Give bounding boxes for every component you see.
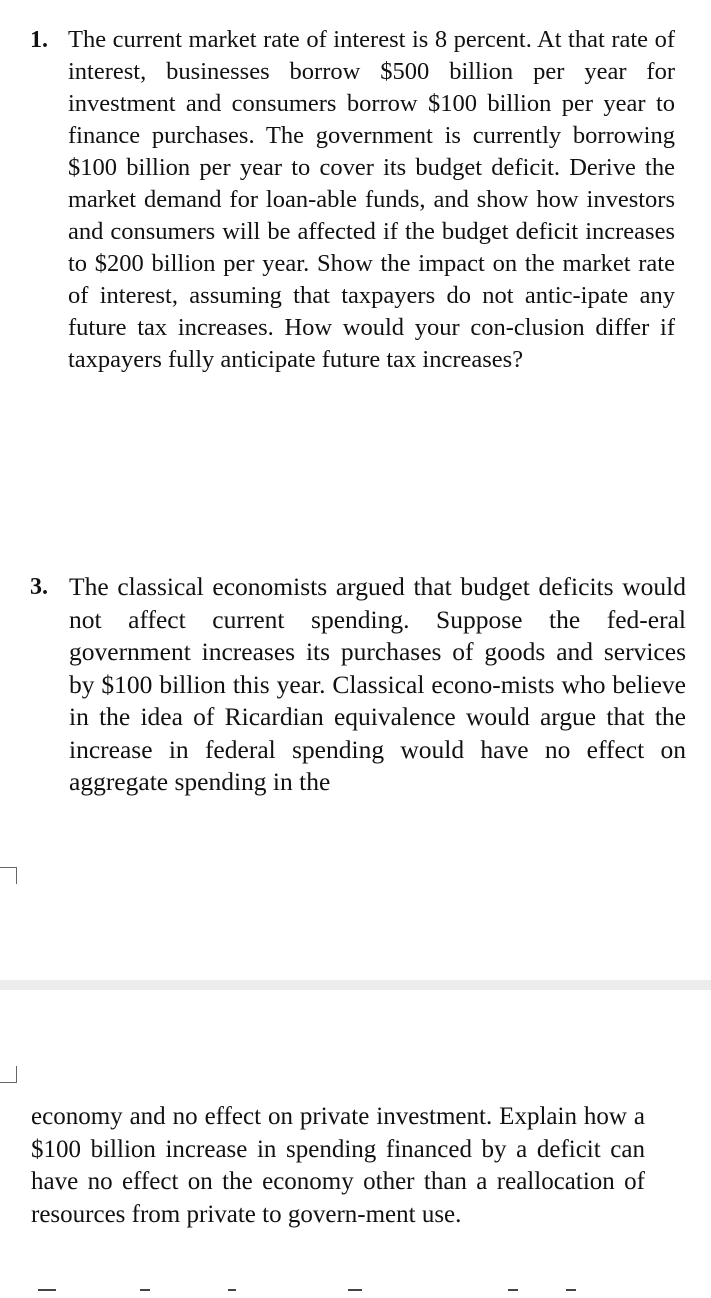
problem-3 bbox=[30, 571, 686, 799]
problem-3-text: The classical economists argued that budget deficits would not affect current spending. Suppose the fed-eral government increases its purchases of goods and services by $100 billion this year. Classical econo-mists who believe in the idea of Ricardian equivalence would argue that the increase in federal spending would have no effect on aggregate spending in the bbox=[69, 572, 686, 796]
cut-off-text-line bbox=[30, 1289, 590, 1291]
problem-1 bbox=[30, 24, 675, 376]
crop-mark-bottom bbox=[0, 1066, 17, 1083]
problem-3-number: 3. bbox=[30, 574, 48, 600]
page-separator bbox=[0, 980, 711, 990]
problem-1-number: 1. bbox=[30, 27, 48, 53]
crop-mark-top bbox=[0, 867, 17, 884]
problem-3-continued-text: economy and no effect on private investment. Explain how a $100 billion increase in spending financed by a deficit can have no effect on the economy other than a reallocation of resources from private to govern-ment use. bbox=[31, 1103, 645, 1228]
problem-1-text: The current market rate of interest is 8 percent. At that rate of interest, businesses borrow $500 billion per year for investment and consumers borrow $100 billion per year to finance purchases. The government is currently borrowing $100 billion per year to cover its budget deficit. Derive the market demand for loan-able funds, and show how investors and consumers will be affected if the budget deficit increases to $200 billion per year. Show the impact on the market rate of interest, assuming that taxpayers do not antic-ipate any future tax increases. How would your con-clusion differ if taxpayers fully anticipate future tax increases? bbox=[68, 26, 675, 373]
